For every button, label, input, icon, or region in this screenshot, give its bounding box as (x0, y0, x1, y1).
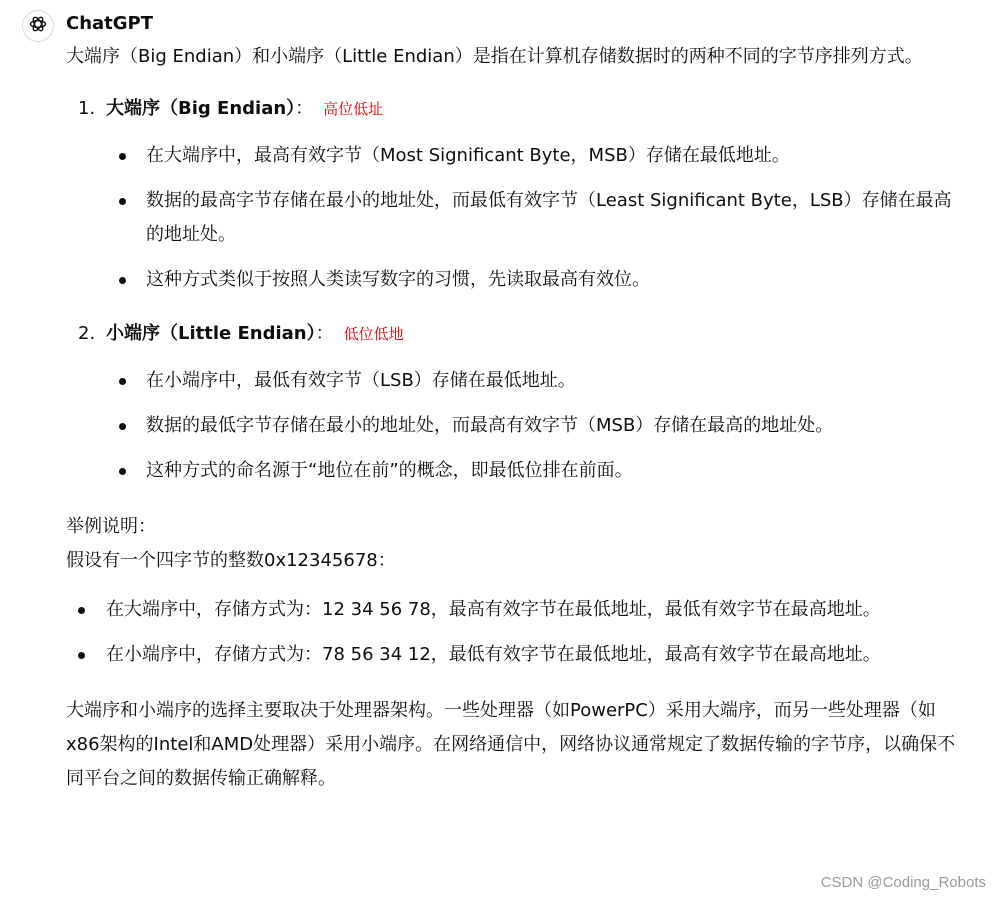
list-item: 在小端序中，存储方式为：78 56 34 12，最低有效字节在最低地址，最高有效字节在最高地址。 (66, 638, 966, 672)
assistant-avatar (22, 10, 54, 42)
openai-logo-icon (28, 14, 48, 39)
ordered-item-big-endian (66, 94, 966, 124)
list-item: 这种方式的命名源于“地位在前”的概念，即最低位排在前面。 (66, 454, 966, 488)
item-number: 1. (78, 98, 96, 119)
annotation-note: 低位低地 (343, 325, 404, 343)
item-title: 小端序（Little Endian） (106, 323, 316, 344)
item-colon: ： (315, 323, 334, 344)
list-item: 这种方式类似于按照人类读写数字的习惯，先读取最高有效位。 (66, 263, 966, 297)
list-item: 在大端序中，存储方式为：12 34 56 78，最高有效字节在最低地址，最低有效字节在最高地址。 (66, 593, 966, 627)
example-bullets (66, 593, 966, 672)
item-title: 大端序（Big Endian） (106, 98, 296, 119)
closing-paragraph: 大端序和小端序的选择主要取决于处理器架构。一些处理器（如PowerPC）采用大端序，而另一些处理器（如x86架构的Intel和AMD处理器）采用小端序。在网络通信中，网络协议通常规定了数据传输的字节序，以确保不同平台之间的数据传输正确解释。 (66, 700, 956, 789)
intro-paragraph: 大端序（Big Endian）和小端序（Little Endian）是指在计算机存储数据时的两种不同的字节序排列方式。 (66, 46, 923, 67)
list-item: 数据的最高字节存储在最小的地址处，而最低有效字节（Least Significant Byte，LSB）存储在最高的地址处。 (66, 184, 966, 252)
list-item: 在小端序中，最低有效字节（LSB）存储在最低地址。 (66, 364, 966, 398)
little-endian-bullets (66, 364, 966, 488)
sender-name: ChatGPT (66, 13, 154, 34)
example-text: 假设有一个四字节的整数0x12345678： (66, 550, 396, 571)
message-body (66, 40, 966, 796)
annotation-note: 高位低址 (323, 100, 384, 118)
example-heading: 举例说明： (66, 516, 156, 537)
item-colon: ： (295, 98, 314, 119)
watermark: CSDN @Coding_Robots (820, 874, 986, 891)
list-item: 数据的最低字节存储在最小的地址处，而最高有效字节（MSB）存储在最高的地址处。 (66, 409, 966, 443)
ordered-item-little-endian (66, 319, 966, 349)
big-endian-bullets (66, 139, 966, 297)
list-item: 在大端序中，最高有效字节（Most Significant Byte，MSB）存储在最低地址。 (66, 139, 966, 173)
item-number: 2. (78, 323, 96, 344)
